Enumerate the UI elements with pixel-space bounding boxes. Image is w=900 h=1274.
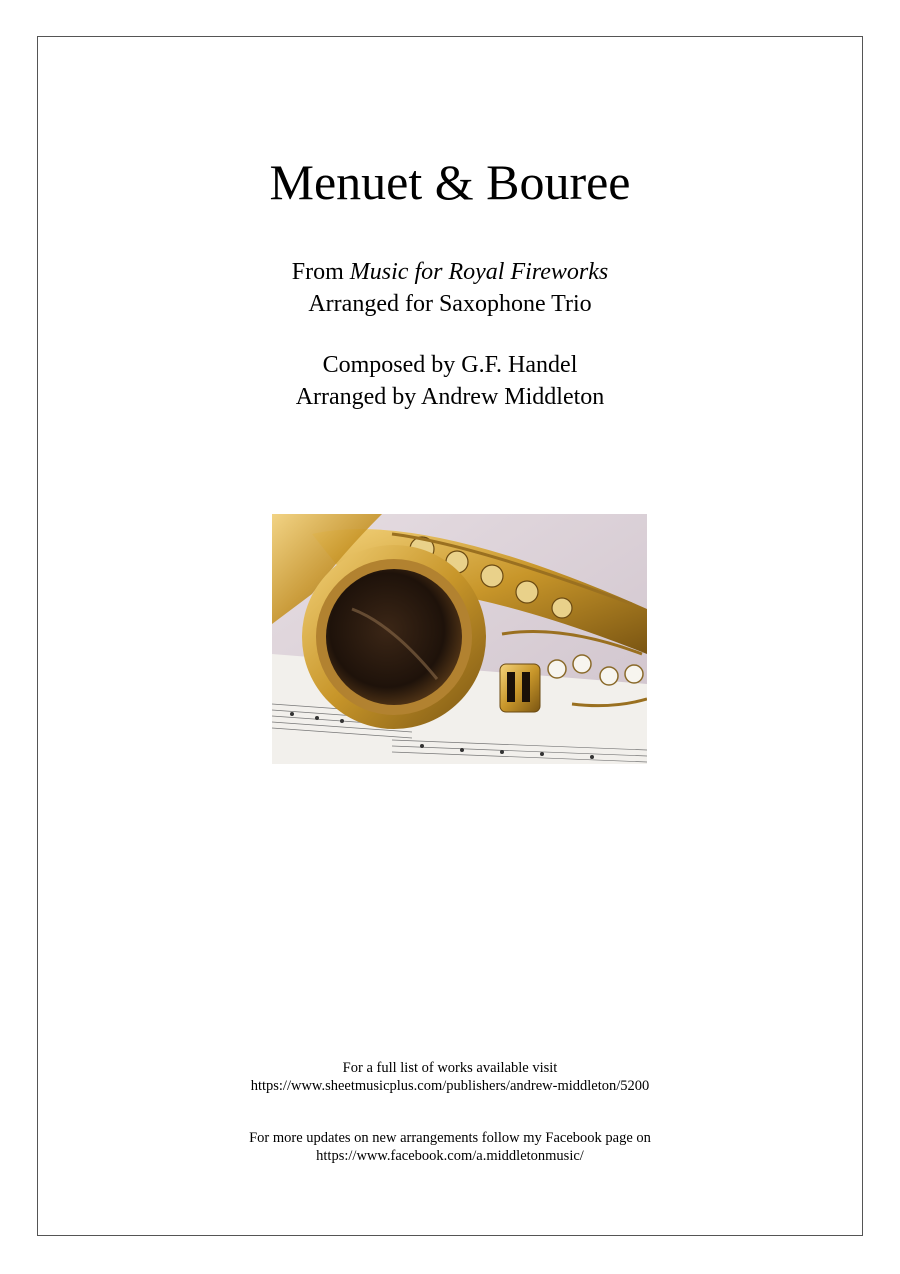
from-line bbox=[0, 256, 900, 288]
work-title: Music for Royal Fireworks bbox=[349, 259, 609, 285]
composer-line: Composed by G.F. Handel bbox=[322, 352, 578, 378]
facebook-text: For more updates on new arrangements follow my Facebook page on bbox=[249, 1130, 651, 1146]
works-notice bbox=[0, 1059, 900, 1095]
facebook-link[interactable]: https://www.facebook.com/a.middletonmusic/ bbox=[316, 1148, 584, 1164]
credits-block bbox=[0, 349, 900, 413]
works-link[interactable]: https://www.sheetmusicplus.com/publishers/andrew-middleton/5200 bbox=[250, 1078, 650, 1094]
arranger-line: Arranged by Andrew Middleton bbox=[295, 384, 605, 410]
subtitle-block bbox=[0, 256, 900, 320]
from-prefix: From bbox=[291, 259, 350, 285]
facebook-notice bbox=[0, 1129, 900, 1165]
saxophone-photo bbox=[272, 514, 647, 764]
arrangement-line: Arranged for Saxophone Trio bbox=[308, 291, 592, 317]
works-text: For a full list of works available visit bbox=[342, 1060, 558, 1076]
page-title: Menuet & Bouree bbox=[269, 154, 631, 210]
